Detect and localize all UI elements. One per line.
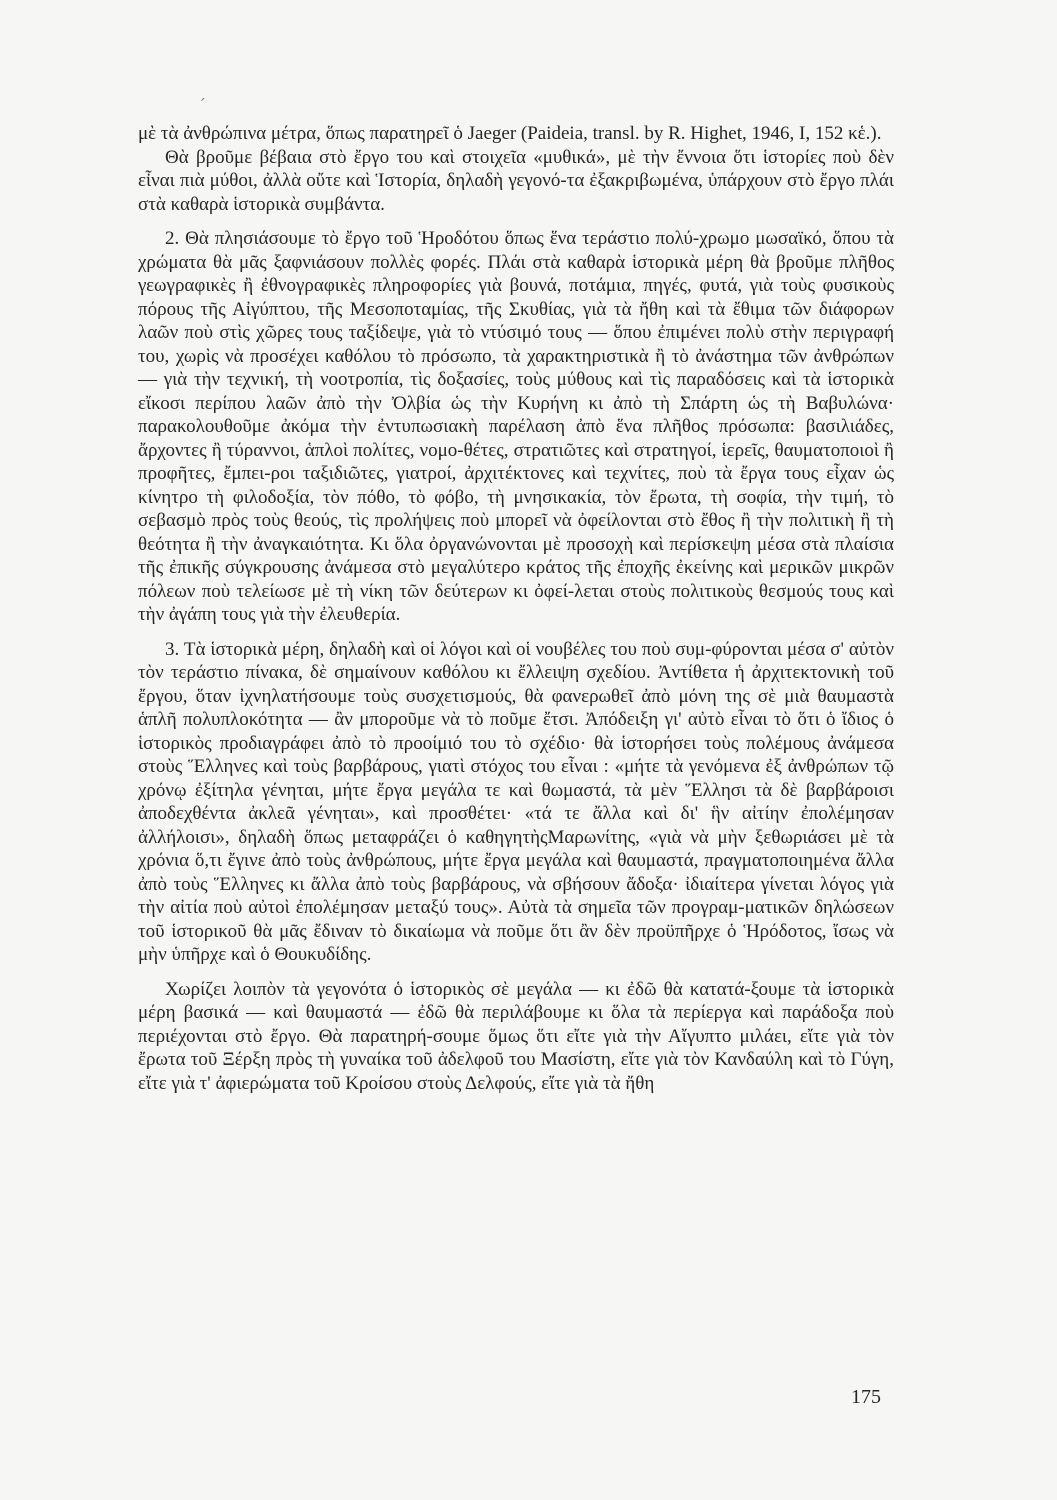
paragraph-section-2: 2. Θὰ πλησιάσουμε τὸ ἔργο τοῦ Ἡροδότου ὅπως ἕνα τεράστιο πολύ-χρωμο μωσαϊκό, ὅπου τὰ χρώματα θὰ μᾶς ξαφνιάσουν πολλὲς φορές. Πλάι στὰ καθαρὰ ἱστορικὰ μέρη θὰ βροῦμε πλῆθος γεωγραφικὲς ἢ ἐθνογραφικὲς πληροφορίες γιὰ βουνά, ποτάμια, πηγές, φυτά, γιὰ τοὺς φυσικοὺς πόρους τῆς Αἰγύπτου, τῆς Μεσοποταμίας, τῆς Σκυθίας, γιὰ τὰ ἤθη καὶ τὰ ἔθιμα τῶν διάφορων λαῶν ποὺ στὶς χῶρες τους ταξίδεψε, γιὰ τὸ ντύσιμό τους — ὅπου ἐπιμένει πολὺ στὴν περιγραφή του, χωρὶς νὰ προσέχει καθόλου τὸ πρόσωπο, τὰ χαρακτηριστικὰ ἢ τὸ ἀνάστημα τῶν ἀνθρώπων — γιὰ τὴν τεχνική, τὴ νοοτροπία, τὶς δοξασίες, τοὺς μύθους καὶ τὶς παραδόσεις καὶ τὰ ἱστορικὰ εἴκοσι περίπου λαῶν ἀπὸ τὴν Ὀλβία ὡς τὴν Κυρήνη κι ἀπὸ τὴ Σπάρτη ὡς τὴ Βαβυλώνα· παρακολουθοῦμε ἀκόμα τὴν ἐντυπωσιακὴ παρέλαση ἀπὸ ἕνα πλῆθος πρόσωπα: βασιλιάδες, ἄρχοντες ἢ τύραννοι, ἁπλοὶ πολίτες, νομο-θέτες, στρατιῶτες καὶ στρατηγοί, ἱερεῖς, θαυματοποιοὶ ἢ προφῆτες, ἔμπει-ροι ταξιδιῶτες, γιατροί, ἀρχιτέκτονες καὶ τεχνίτες, ποὺ τὰ ἔργα τους εἶχαν ὡς κίνητρο τὴ φιλοδοξία, τὸν πόθο, τὸ φόβο, τὴ μνησικακία, τὸν ἔρωτα, τὴ σοφία, τὴν τιμή, τὸ σεβασμὸ πρὸς τοὺς θεούς, τὶς προλήψεις ποὺ μπορεῖ νὰ ὀφείλονται στὸ ἔθος ἢ τὴν πολιτικὴ ἢ τὴ θεότητα ἢ τὴν ἀναγκαιότητα. Κι ὅλα ὀργανώνονται μὲ προσοχὴ καὶ περίσκεψη μέσα στὰ πλαίσια τῆς ἐπικῆς σύγκρουσης ἀνάμεσα στὸ μεγαλύτερο κράτος τῆς ἐποχῆς ἐκείνης καὶ μερικῶν μικρῶν πόλεων ποὺ τελείωσε μὲ τὴ νίκη τῶν δεύτερων κι ὀφεί-λεται στοὺς πολιτικοὺς θεσμούς τους καὶ τὴν ἀγάπη τους γιὰ τὴν ἐλευθερία. xyxy=(138,228,894,625)
page-number: 175 xyxy=(851,1386,881,1408)
paragraph-section-3: 3. Τὰ ἱστορικὰ μέρη, δηλαδὴ καὶ οἱ λόγοι καὶ οἱ νουβέλες του ποὺ συμ-φύρονται μέσα σ' αὐτὸν τὸν τεράστιο πίνακα, δὲ σημαίνουν καθόλου κι ἔλλειψη σχεδίου. Ἀντίθετα ἡ ἀρχιτεκτονικὴ τοῦ ἔργου, ὅταν ἰχνηλατήσουμε τοὺς συσχετισμούς, θὰ φανερωθεῖ ἀπὸ μόνη της σὲ μιὰ θαυμαστὰ ἁπλῆ πολυπλοκότητα — ἂν μποροῦμε νὰ τὸ ποῦμε ἔτσι. Ἀπόδειξη γι' αὐτὸ εἶναι τὸ ὅτι ὁ ἴδιος ὁ ἱστορικὸς προδιαγράφει ἀπὸ τὸ προοίμιό του τὸ σχέδιο· θὰ ἱστορήσει τοὺς πολέμους ἀνάμεσα στοὺς Ἕλληνες καὶ τοὺς βαρβάρους, γιατὶ στόχος του εἶναι : «μήτε τὰ γενόμενα ἐξ ἀνθρώπων τῷ χρόνῳ ἐξίτηλα γένηται, μήτε ἔργα μεγάλα τε καὶ θωμαστά, τὰ μὲν Ἕλλησι τὰ δὲ βαρβάροισι ἀποδεχθέντα ἀκλεᾶ γένηται», καὶ προσθέτει· «τά τε ἄλλα καὶ δι' ἣν αἰτίην ἐπολέμησαν ἀλλήλοισι», δηλαδὴ ὅπως μεταφράζει ὁ καθηγητὴςΜαρωνίτης, «γιὰ νὰ μὴν ξεθωριάσει μὲ τὰ χρόνια ὅ,τι ἔγινε ἀπὸ τοὺς ἀνθρώπους, μήτε ἔργα μεγάλα καὶ θαυμαστά, πραγματοποιημένα ἄλλα ἀπὸ τοὺς Ἕλληνες κι ἄλλα ἀπὸ τοὺς βαρβάρους, νὰ σβήσουν ἄδοξα· ἰδιαίτερα γίνεται λόγος γιὰ τὴν αἰτία ποὺ αὐτοὶ ἐπολέμησαν μεταξύ τους». Αὐτὰ τὰ σημεῖα τῶν προγραμ-ματικῶν δηλώσεων τοῦ ἱστορικοῦ θὰ μᾶς ἔδιναν τὸ δικαίωμα νὰ ποῦμε ὅτι ἂν δὲν προϋπῆρχε ὁ Ἡρόδοτος, ἴσως νὰ μὴν ὑπῆρχε καὶ ὁ Θουκυδίδης. xyxy=(138,638,894,965)
paragraph-mythical-elements: Θὰ βροῦμε βέβαια στὸ ἔργο του καὶ στοιχεῖα «μυθικά», μὲ τὴν ἔννοια ὅτι ἱστορίες ποὺ δὲν εἶναι πιὰ μύθοι, ἀλλὰ οὔτε καὶ Ἱστορία, δηλαδὴ γεγονό-τα ἐξακριβωμένα, ὑπάρχουν στὸ ἔργο πλάι στὰ καθαρὰ ἱστορικὰ συμβάντα. xyxy=(138,146,894,215)
stray-mark: ´ xyxy=(198,96,206,115)
paragraph-continuation: μὲ τὰ ἀνθρώπινα μέτρα, ὅπως παρατηρεῖ ὁ Jaeger (Paideia, transl. by R. Highet, 1946, I, 152 κἑ.). xyxy=(138,123,882,144)
paragraph-events-classification: Χωρίζει λοιπὸν τὰ γεγονότα ὁ ἱστορικὸς σὲ μεγάλα — κι ἐδῶ θὰ κατατά-ξουμε τὰ ἱστορικὰ μέρη βασικά — καὶ θαυμαστά — ἐδῶ θὰ περιλάβουμε κι ὅλα τὰ περίεργα καὶ παράδοξα ποὺ περιέχονται στὸ ἔργο. Θὰ παρατηρή-σουμε ὅμως ὅτι εἴτε γιὰ τὴν Αἴγυπτο μιλάει, εἴτε γιὰ τὸν ἔρωτα τοῦ Ξέρξη πρὸς τὴ γυναίκα τοῦ ἀδελφοῦ του Μασίστη, εἴτε γιὰ τὸν Κανδαύλη καὶ τὸ Γύγη, εἴτε γιὰ τ' ἀφιερώματα τοῦ Κροίσου στοὺς Δελφούς, εἴτε γιὰ τὰ ἤθη xyxy=(138,978,894,1094)
body-text xyxy=(138,122,894,1095)
